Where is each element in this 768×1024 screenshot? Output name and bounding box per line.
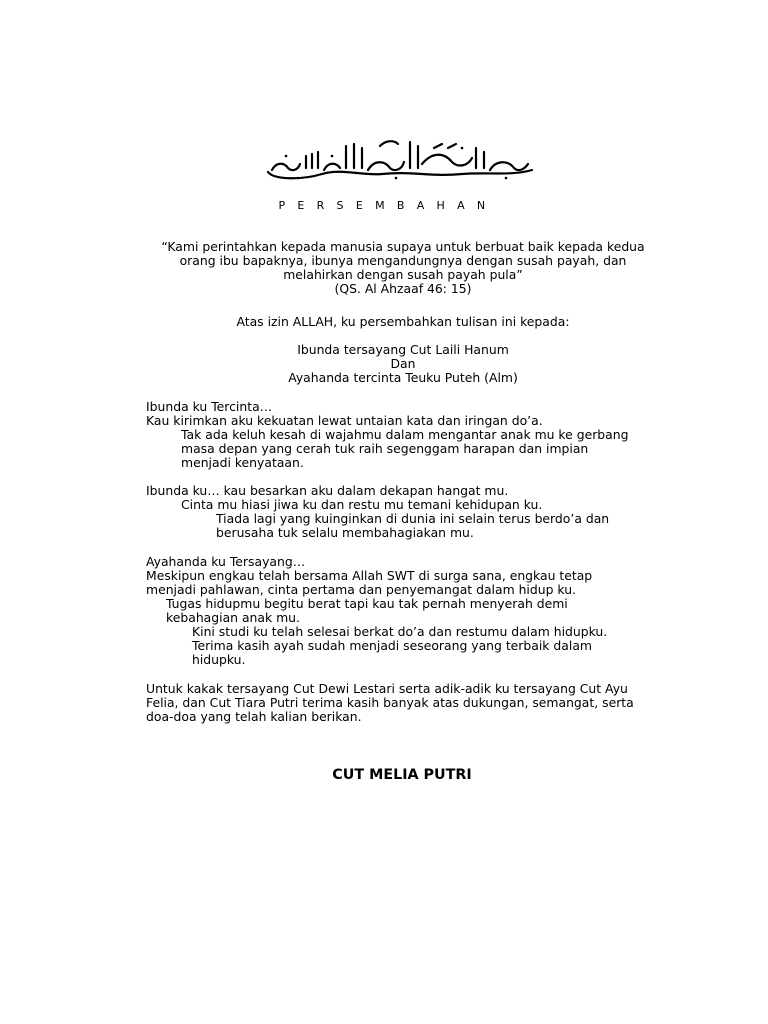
dedication-father: Ayahanda tercinta Teuku Puteh (Alm): [288, 370, 518, 385]
page-title: P E R S E M B A H A N: [278, 199, 490, 212]
paragraph-line: Ibunda ku… kau besarkan aku dalam dekapan hangat mu.: [146, 483, 509, 498]
paragraph-line: masa depan yang cerah tuk raih segenggam harapan dan impian: [181, 441, 589, 456]
paragraph-line: berusaha tuk selalu membahagiakan mu.: [216, 525, 474, 540]
paragraph-line: Tiada lagi yang kuinginkan di dunia ini selain terus berdo’a dan: [216, 511, 610, 526]
paragraph-line: hidupku.: [192, 652, 246, 667]
dedication-and: Dan: [390, 356, 416, 371]
quote-line: melahirkan dengan susah payah pula”: [283, 267, 523, 282]
quote-line: orang ibu bapaknya, ibunya mengandungnya dengan susah payah, dan: [179, 253, 627, 268]
paragraph-line: menjadi kenyataan.: [181, 455, 304, 470]
quote-citation: (QS. Al Ahzaaf 46: 15): [334, 281, 472, 296]
paragraph-line: Cinta mu hiasi jiwa ku dan restu mu temani kehidupan ku.: [181, 497, 543, 512]
mother-section: [146, 400, 666, 540]
siblings-section: [146, 682, 666, 724]
paragraph-line: kebahagian anak mu.: [166, 610, 300, 625]
paragraph-line: Meskipun engkau telah bersama Allah SWT di surga sana, engkau tetap: [146, 568, 593, 583]
paragraph-line: Tak ada keluh kesah di wajahmu dalam mengantar anak mu ke gerbang: [181, 427, 629, 442]
paragraph-line: Kini studi ku telah selesai berkat do’a dan restumu dalam hidupku.: [192, 624, 608, 639]
paragraph-line: doa-doa yang telah kalian berikan.: [146, 709, 362, 724]
bismillah-calligraphy: [262, 134, 538, 184]
author-signature: CUT MELIA PUTRI: [332, 767, 472, 783]
dedication-intro: Atas izin ALLAH, ku persembahkan tulisan ini kepada:: [236, 314, 570, 329]
quran-quote: [143, 240, 663, 296]
paragraph-line: Terima kasih ayah sudah menjadi seseorang yang terbaik dalam: [192, 638, 592, 653]
paragraph-line: Untuk kakak tersayang Cut Dewi Lestari serta adik-adik ku tersayang Cut Ayu: [146, 681, 628, 696]
paragraph-line: Felia, dan Cut Tiara Putri terima kasih banyak atas dukungan, semangat, serta: [146, 695, 634, 710]
father-section: [146, 555, 666, 667]
quote-line: “Kami perintahkan kepada manusia supaya untuk berbuat baik kepada kedua: [161, 239, 645, 254]
paragraph-line: menjadi pahlawan, cinta pertama dan penyemangat dalam hidup ku.: [146, 582, 576, 597]
paragraph-line: Kau kirimkan aku kekuatan lewat untaian kata dan iringan do’a.: [146, 413, 543, 428]
dedication-mother: Ibunda tersayang Cut Laili Hanum: [297, 342, 509, 357]
paragraph-line: Ayahanda ku Tersayang…: [146, 554, 306, 569]
paragraph-line: Tugas hidupmu begitu berat tapi kau tak pernah menyerah demi: [166, 596, 568, 611]
paragraph-line: Ibunda ku Tercinta…: [146, 399, 273, 414]
